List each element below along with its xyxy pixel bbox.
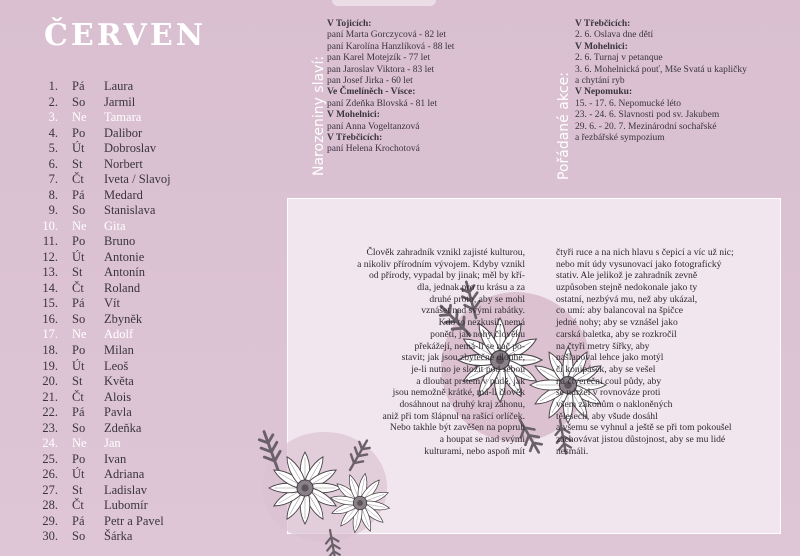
article-line: co umí: aby balancoval na špičce	[556, 305, 684, 317]
article-line: carská baletka, aby se rozkročil	[556, 328, 677, 340]
weekday: So	[72, 311, 86, 326]
name-day: Stanislava	[104, 203, 156, 218]
weekday: Čt	[72, 389, 84, 404]
weekday: Ne	[72, 327, 87, 342]
name-day: Jan	[104, 436, 121, 451]
name-day: Lubomír	[104, 498, 148, 513]
article-line: stativ. Ale jelikož je zahradník zevně	[556, 270, 698, 282]
article-line: druhé proto, aby se mohl	[429, 293, 525, 305]
weekday: Čt	[72, 498, 84, 513]
text-line: V Mohelnici:	[327, 110, 380, 121]
day-number: 6.	[48, 156, 58, 171]
day-number: 1.	[48, 79, 58, 93]
day-number: 30.	[42, 529, 58, 544]
article-line: a houpat se nad svými	[439, 434, 525, 445]
day-number: 10.	[42, 218, 58, 233]
article-right-column	[556, 247, 770, 457]
weekday: So	[72, 94, 86, 109]
weekday: Ne	[72, 436, 87, 451]
day-number: 29.	[42, 513, 58, 528]
name-day: Petr a Pavel	[104, 513, 164, 528]
day-number: 2.	[48, 94, 58, 109]
day-number: 7.	[48, 172, 58, 187]
article-line: na čtyři metry šířky, aby	[556, 340, 650, 352]
birthdays-label: Narozeniny slaví:	[311, 55, 327, 176]
text-line: 15. - 17. 6. Nepomucké léto	[575, 98, 682, 109]
weekday: Po	[72, 451, 86, 466]
day-number: 13.	[42, 265, 58, 280]
text-line: pan Jaroslav Viktora - 83 let	[327, 64, 435, 75]
day-number: 25.	[42, 451, 58, 466]
text-line: 23. - 24. 6. Slavnosti pod sv. Jakubem	[575, 110, 720, 121]
article-line: stavit; jak jsou zbytečně dlouhé,	[401, 352, 525, 364]
article-line: kulturami, nebo aspoň mít	[424, 445, 525, 457]
name-day: Milan	[104, 343, 134, 357]
text-line: pan Josef Jirka - 60 let	[327, 75, 413, 86]
text-line: V Tojicích:	[327, 19, 372, 29]
text-line: 29. 6. - 20. 7. Mezinárodní sochařské	[575, 121, 717, 132]
weekday: Po	[72, 343, 86, 357]
name-day: Norbert	[104, 156, 143, 171]
article-line: nebo mít údy vysunovací jako fotografický	[556, 258, 722, 270]
text-line: paní Helena Krochotová	[327, 144, 420, 155]
weekday: St	[72, 265, 83, 280]
article-left-column	[293, 247, 525, 457]
day-number: 22.	[42, 405, 58, 420]
name-day: Laura	[104, 79, 134, 93]
day-number: 23.	[42, 420, 58, 435]
weekday: Út	[72, 249, 85, 264]
weekday: Čt	[72, 172, 84, 187]
name-day: Iveta / Slavoj	[104, 172, 171, 187]
article-line: zachovávat jistou důstojnost, aby se mu lidé	[556, 434, 726, 445]
text-line: paní Karolína Hanzlíková - 88 let	[327, 41, 455, 52]
day-number: 14.	[42, 280, 58, 295]
article-line: na čtvereční coul půdy, aby	[556, 375, 662, 387]
article-line: jsou nemožně krátké, má-li člověk	[392, 387, 525, 399]
weekday: Út	[72, 141, 85, 156]
name-day: Vít	[104, 296, 120, 311]
text-line: Ve Čmelíněch - Vísce:	[327, 87, 416, 98]
day-number: 19.	[42, 358, 58, 373]
day-number: 15.	[42, 296, 58, 311]
article-line: jedné nohy; aby se vznášel jako	[556, 317, 678, 329]
article-line: nesmáli.	[556, 445, 589, 457]
day-number: 27.	[42, 482, 58, 497]
article-line: se udržel v rovnováze proti	[556, 387, 661, 399]
text-line: V Třebčicích:	[575, 19, 631, 29]
day-number: 28.	[42, 498, 58, 513]
weekday: So	[72, 420, 86, 435]
name-day: Adolf	[104, 327, 134, 342]
weekday: So	[72, 529, 86, 544]
article-line: a dloubat prstem v půdě, jak	[416, 375, 525, 387]
weekday: So	[72, 203, 86, 218]
text-line: paní Marta Gorczycová - 82 let	[327, 30, 446, 41]
name-day: Dalibor	[104, 125, 143, 140]
article-line: ostatní, nezbývá mu, než aby ukázal,	[556, 293, 698, 305]
name-day: Roland	[104, 280, 141, 295]
article-line: dla, jednak pro tu krásu a za	[417, 282, 525, 294]
article-line: čtyři ruce a na nich hlavu s čepicí a víc už nic;	[556, 247, 734, 258]
weekday: Pá	[72, 513, 85, 528]
text-line: 2. 6. Oslava dne dětí	[575, 30, 654, 41]
day-number: 3.	[48, 110, 58, 125]
name-day: Bruno	[104, 234, 136, 249]
weekday: Pá	[72, 187, 85, 202]
article-line: vznášet nad svými rabátky.	[421, 305, 525, 317]
article-line: a nikoliv přírodním vývojem. Kdyby vznikl	[357, 258, 525, 270]
weekday: St	[72, 156, 83, 171]
name-day: Adriana	[104, 467, 145, 482]
name-day: Antonie	[104, 249, 145, 264]
name-day: Květa	[104, 374, 134, 389]
day-number: 5.	[48, 141, 58, 156]
name-day: Dobroslav	[104, 141, 157, 156]
weekday: Po	[72, 125, 86, 140]
name-day: Tamara	[104, 110, 142, 125]
text-line: V Třebčicích:	[327, 132, 383, 143]
day-number: 20.	[42, 374, 58, 389]
name-day: Alois	[104, 389, 132, 404]
weekday: St	[72, 482, 83, 497]
name-day: Antonín	[104, 265, 145, 280]
text-line: paní Anna Vogeltanzová	[327, 121, 420, 132]
weekday: Ne	[72, 218, 87, 233]
weekday: Ne	[72, 110, 87, 125]
article-line: je-li nutno je složit pod sebou	[411, 363, 525, 375]
text-line: a řezbářské sympozium	[575, 132, 665, 143]
day-number: 26.	[42, 467, 58, 482]
weekday: Po	[72, 234, 86, 249]
weekday: Čt	[72, 280, 84, 295]
name-day: Jarmil	[104, 94, 136, 109]
name-day: Gita	[104, 218, 126, 233]
day-number: 16.	[42, 311, 58, 326]
text-line: pan Karel Motejzík - 77 let	[327, 53, 431, 64]
article-line: tělesech, aby všude dosáhl	[556, 410, 658, 422]
article-line: od přírody, vypadal by jinak; měl by kří-	[368, 270, 525, 282]
text-line: 3. 6. Mohelnická pouť, Mše Svatá u kapličky	[575, 64, 747, 75]
name-day: Ladislav	[104, 482, 148, 497]
article-line: a všemu se vyhnul a ještě se při tom pokoušel	[556, 422, 732, 434]
events-label: Pořádané akce:	[556, 72, 572, 180]
name-day: Zbyněk	[104, 311, 143, 326]
text-line: a chytání ryb	[575, 75, 625, 86]
day-number: 11.	[42, 234, 58, 249]
weekday: Pá	[72, 296, 85, 311]
text-line: V Mohelnici:	[575, 41, 628, 52]
weekday: Pá	[72, 405, 85, 420]
article-line: dosáhnout na druhý kraj záhonu,	[399, 398, 525, 410]
name-day: Leoš	[104, 358, 129, 373]
article-line: všem zákonům o nakloněných	[556, 398, 673, 410]
day-number: 17.	[42, 327, 58, 342]
name-day: Pavla	[104, 405, 132, 420]
weekday: St	[72, 374, 83, 389]
weekday: Pá	[72, 79, 85, 93]
text-line: V Nepomuku:	[575, 87, 633, 98]
article-line: či konipásek, aby se vešel	[556, 363, 656, 375]
day-number: 8.	[48, 187, 58, 202]
name-day: Medard	[104, 187, 143, 202]
article-line: aniž při tom šlápnul na rašící orlíček.	[382, 410, 525, 422]
day-number: 24.	[42, 436, 58, 451]
article-line: Kdo to nezkusil, nemá	[438, 317, 525, 329]
article-line: Člověk zahradník vznikl zajisté kulturou,	[366, 247, 525, 258]
article-line: našlapoval lehce jako motýl	[556, 352, 664, 364]
day-number: 9.	[48, 203, 58, 218]
day-number: 21.	[42, 389, 58, 404]
text-line: paní Zdeňka Blovská - 81 let	[327, 98, 438, 109]
day-number: 4.	[48, 125, 58, 140]
name-day: Ivan	[104, 451, 127, 466]
text-line: 2. 6. Turnaj v petanque	[575, 53, 663, 64]
weekday: Út	[72, 358, 85, 373]
article-line: překážejí, nemá-li se nač po-	[414, 340, 525, 352]
article-line: ponětí, jak nohy člověku	[430, 328, 525, 340]
day-number: 18.	[42, 343, 58, 357]
name-day: Zdeňka	[104, 420, 142, 435]
month-title: ČERVEN	[44, 18, 207, 53]
article-line: Nebo takhle být zavěšen na popruh	[389, 422, 525, 434]
weekday: Út	[72, 467, 85, 482]
article-line: uzpůsoben stejně nedokonale jako ty	[556, 282, 698, 294]
name-day: Šárka	[104, 529, 133, 544]
day-number: 12.	[42, 249, 58, 264]
